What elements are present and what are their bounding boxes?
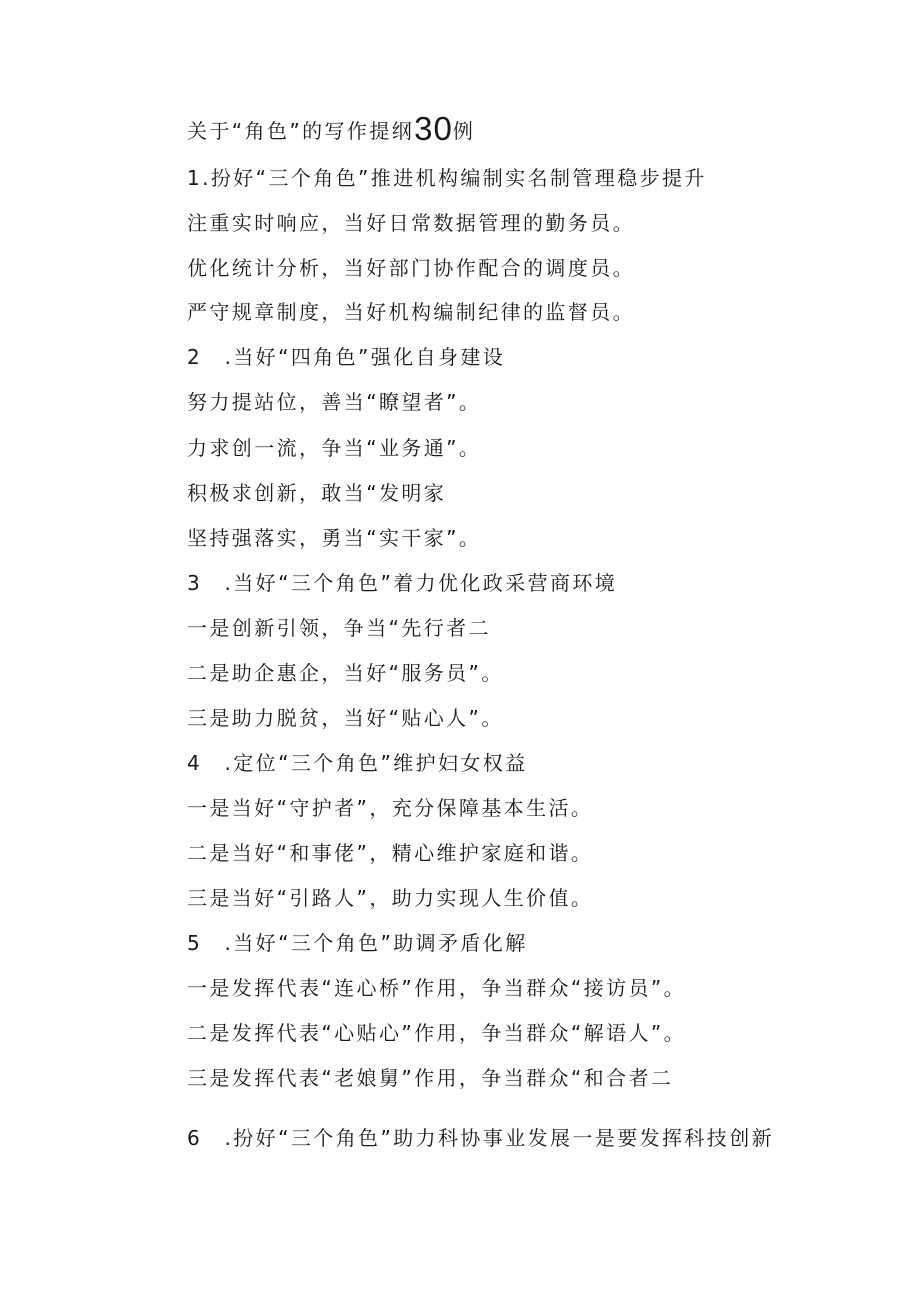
text-line: 一是创新引领，争当“先行者二 [187, 616, 491, 640]
text-line: 三是当好“引路人”，助力实现人生价值。 [187, 886, 594, 910]
text-line: 严守规章制度，当好机构编制纪律的监督员。 [187, 300, 635, 324]
text-line: 一是发挥代表“连心桥”作用，争当群众“接访员”。 [187, 976, 687, 1000]
text-line: 坚持强落实，勇当“实干家”。 [187, 526, 482, 550]
text-line: 优化统计分析，当好部门协作配合的调度员。 [187, 256, 635, 280]
section-heading-4: 4 .定位“三个角色”维护妇女权益 [187, 751, 528, 775]
text-line: 二是当好“和事佬”，精心维护家庭和谐。 [187, 841, 594, 865]
text-line: 三是助力脱贫，当好“贴心人”。 [187, 706, 504, 730]
text-line: 二是发挥代表“心贴心”作用，争当群众“解语人”。 [187, 1021, 687, 1045]
text-line: 力求创一流，争当“业务通”。 [187, 436, 482, 460]
text-line: 二是助企惠企，当好“服务员”。 [187, 661, 504, 685]
title-prefix: 关于“角色”的写作提纲 [187, 119, 415, 143]
section-heading-5: 5 .当好“三个角色”助调矛盾化解 [187, 931, 528, 955]
text-line: 积极求创新，敢当“发明家 [187, 481, 447, 505]
title-suffix: 例 [452, 119, 476, 143]
title-number: 30 [414, 110, 453, 147]
section-heading-3: 3 .当好“三个角色”着力优化政采营商环境 [187, 571, 618, 595]
text-line: 努力提站位，善当“瞭望者”。 [187, 390, 482, 414]
document-title [187, 110, 476, 147]
section-heading-1: 1.扮好“三个角色”推进机构编制实名制管理稳步提升 [187, 166, 707, 190]
text-line: 一是当好“守护者”，充分保障基本生活。 [187, 796, 594, 820]
section-heading-6: 6 .扮好“三个角色”助力科协事业发展一是要发挥科技创新 [187, 1126, 775, 1150]
text-line: 注重实时响应，当好日常数据管理的勤务员。 [187, 211, 635, 235]
section-heading-2: 2 .当好“四角色”强化自身建设 [187, 345, 506, 369]
text-line: 三是发挥代表“老娘舅”作用，争当群众“和合者二 [187, 1066, 674, 1090]
